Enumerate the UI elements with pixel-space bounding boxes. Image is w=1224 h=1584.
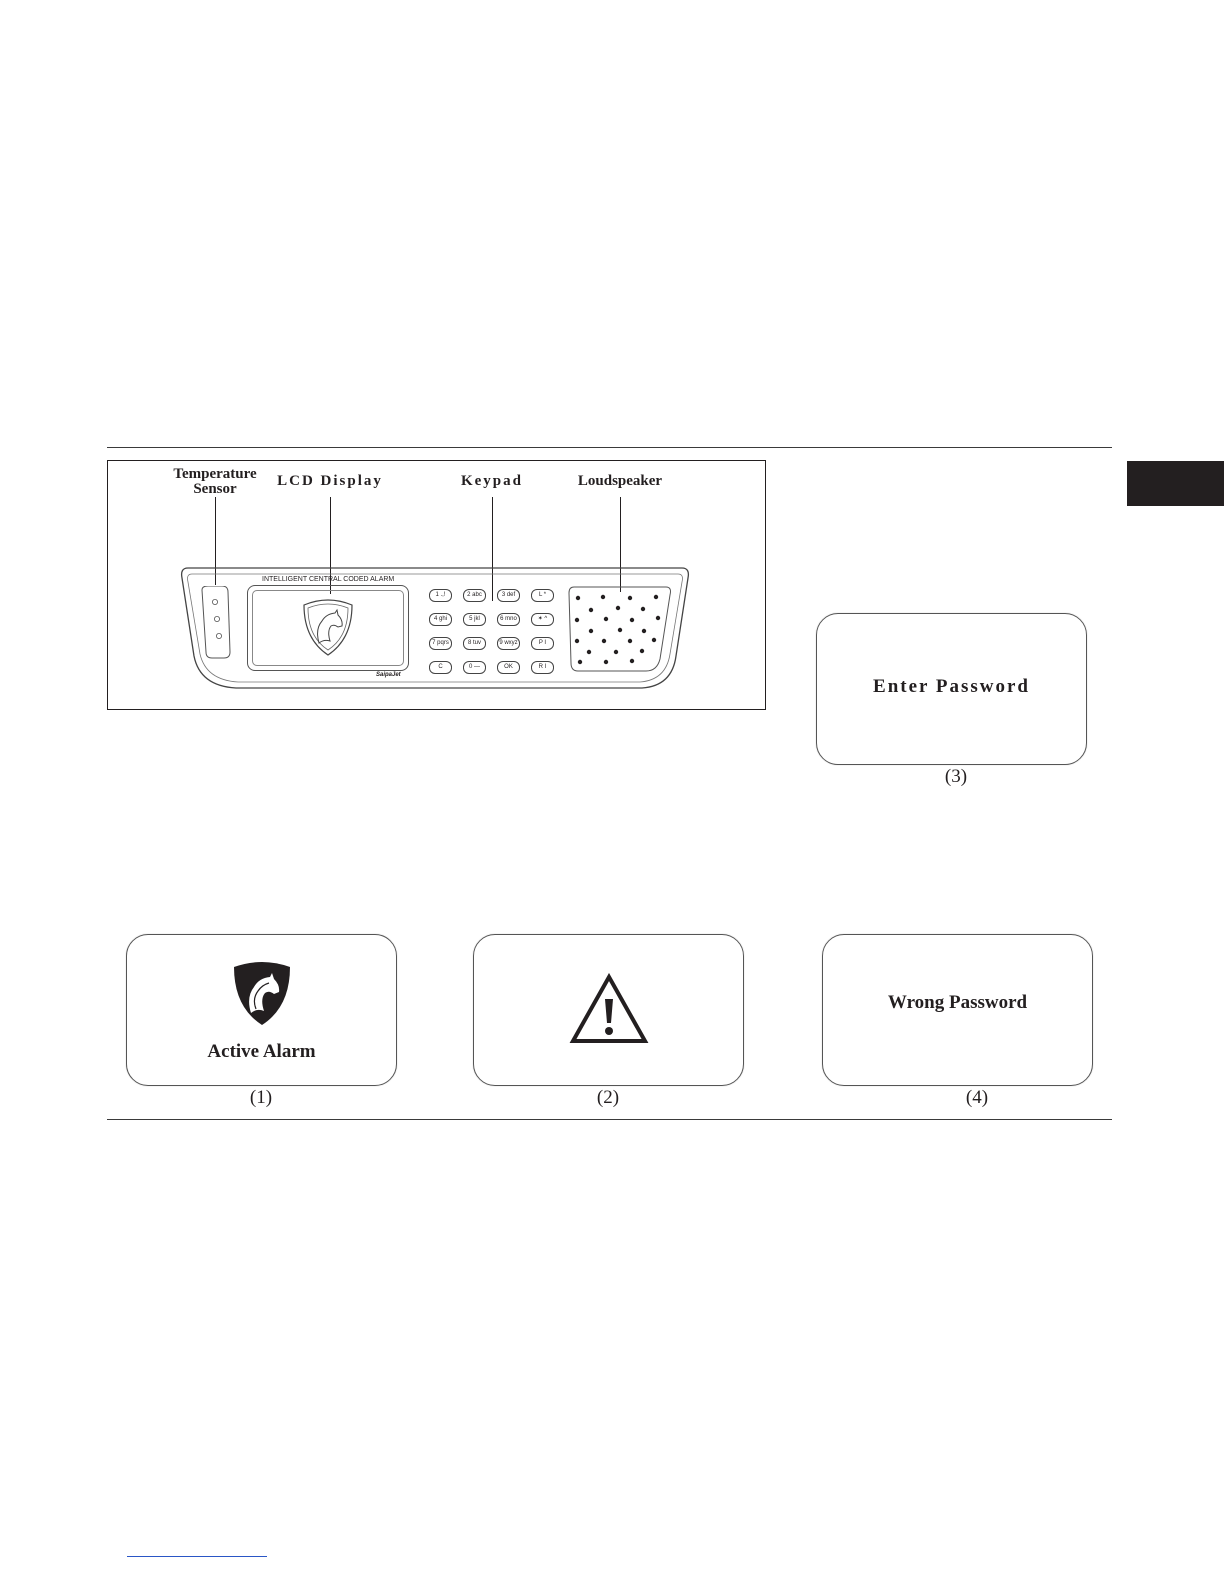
top-rule (107, 447, 1112, 448)
key-1[interactable]: 1 .,! (429, 589, 452, 602)
key-5[interactable]: 5 jkl (463, 613, 486, 626)
wrong-password-text: Wrong Password (887, 992, 1028, 1013)
key-3[interactable]: 3 def (497, 589, 520, 602)
warning-screen (473, 934, 744, 1086)
key-p[interactable]: P I (531, 637, 554, 650)
key-star[interactable]: ✶ ^ (531, 613, 554, 626)
key-ok[interactable]: OK (497, 661, 520, 674)
wrong-password-screen (822, 934, 1093, 1086)
key-8[interactable]: 8 tuv (463, 637, 486, 650)
horse-shield-icon (232, 961, 292, 1027)
key-0[interactable]: 0 — (463, 661, 486, 674)
caption-3: (3) (944, 766, 968, 787)
lcd-display-label: LCD Display (277, 473, 383, 489)
warning-triangle-icon (569, 973, 649, 1045)
keypad-label: Keypad (460, 473, 523, 489)
active-alarm-screen (126, 934, 397, 1086)
caption-2: (2) (596, 1087, 620, 1108)
sensor-hole (212, 599, 217, 604)
key-l[interactable]: L * (531, 589, 554, 602)
sensor-hole (214, 616, 219, 621)
key-7[interactable]: 7 pqrs (429, 637, 452, 650)
bottom-rule (107, 1119, 1112, 1120)
panel-brand: SaipaJet (376, 672, 401, 678)
key-r[interactable]: R I (531, 661, 554, 674)
active-alarm-text: Active Alarm (207, 1041, 316, 1062)
key-4[interactable]: 4 ghi (429, 613, 452, 626)
temperature-sensor-label: Temperature Sensor (173, 466, 257, 497)
footer-link-underline (127, 1556, 267, 1557)
key-c[interactable]: C (429, 661, 452, 674)
caption-1: (1) (249, 1087, 273, 1108)
panel-title: INTELLIGENT CENTRAL CODED ALARM (262, 576, 395, 583)
key-2[interactable]: 2 abc (463, 589, 486, 602)
caption-4: (4) (965, 1087, 989, 1108)
loudspeaker-label: Loudspeaker (577, 473, 663, 489)
loudspeaker-grille (566, 585, 672, 675)
enter-password-text: Enter Password (873, 676, 1030, 697)
sensor-hole (216, 633, 221, 638)
key-9[interactable]: 9 wxyz (497, 637, 520, 650)
section-tab (1127, 461, 1224, 506)
key-6[interactable]: 6 mno (497, 613, 520, 626)
temperature-sensor (198, 586, 232, 660)
horse-shield-icon (302, 599, 354, 657)
enter-password-screen (816, 613, 1087, 765)
